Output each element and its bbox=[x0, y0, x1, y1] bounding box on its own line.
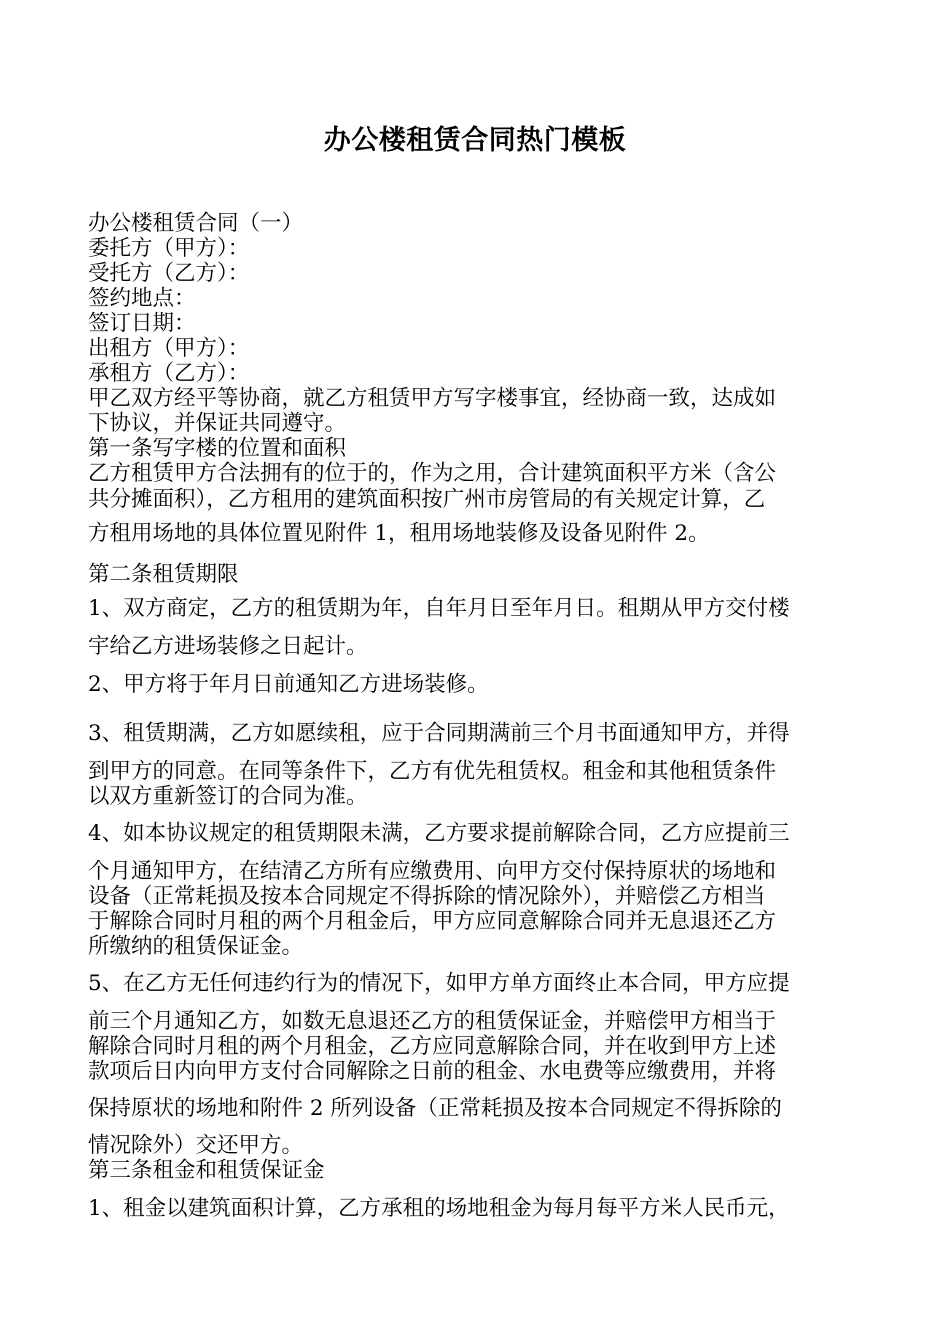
body-line: 共分摊面积），乙方租用的建筑面积按广州市房管局的有关规定计算，乙 bbox=[88, 487, 766, 512]
contract-heading: 办公楼租赁合同（一） bbox=[88, 211, 304, 236]
clause-line: 5、在乙方无任何违约行为的情况下，如甲方单方面终止本合同，甲方应提 bbox=[88, 971, 790, 996]
client-party-field: 委托方（甲方）： bbox=[88, 236, 250, 261]
signing-date-field: 签订日期： bbox=[88, 311, 196, 336]
clause-line: 所缴纳的租赁保证金。 bbox=[88, 934, 304, 959]
lessee-field: 承租方（乙方）： bbox=[88, 361, 250, 386]
document-title: 办公楼租赁合同热门模板 bbox=[323, 125, 627, 156]
article-heading: 第一条写字楼的位置和面积 bbox=[88, 436, 347, 461]
clause-line: 1、租金以建筑面积计算，乙方承租的场地租金为每月每平方米人民币元， bbox=[88, 1196, 790, 1221]
clause-line: 个月通知甲方，在结清乙方所有应缴费用、向甲方交付保持原状的场地和 bbox=[88, 859, 777, 884]
body-line: 乙方租赁甲方合法拥有的位于的，作为之用，合计建筑面积平方米（含公 bbox=[88, 461, 777, 486]
clause-line: 到甲方的同意。在同等条件下，乙方有优先租赁权。租金和其他租赁条件 bbox=[88, 759, 777, 784]
clause-line: 于解除合同时月租的两个月租金后，甲方应同意解除合同并无息退还乙方 bbox=[88, 909, 777, 934]
preamble-line: 下协议，并保证共同遵守。 bbox=[88, 411, 347, 436]
clause-line: 解除合同时月租的两个月租金，乙方应同意解除合同，并在收到甲方上述 bbox=[88, 1034, 777, 1059]
clause-line: 2、甲方将于年月日前通知乙方进场装修。 bbox=[88, 672, 489, 697]
signing-place-field: 签约地点： bbox=[88, 286, 196, 311]
clause-line: 以双方重新签订的合同为准。 bbox=[88, 784, 368, 809]
clause-line: 保持原状的场地和附件 2 所列设备（正常耗损及按本合同规定不得拆除的 bbox=[88, 1096, 782, 1121]
preamble-line: 甲乙双方经平等协商，就乙方租赁甲方写字楼事宜，经协商一致，达成如 bbox=[88, 386, 777, 411]
clause-line: 宇给乙方进场装修之日起计。 bbox=[88, 634, 368, 659]
trustee-party-field: 受托方（乙方）： bbox=[88, 261, 250, 286]
clause-line: 4、如本协议规定的租赁期限未满，乙方要求提前解除合同，乙方应提前三 bbox=[88, 821, 790, 846]
clause-line: 款项后日内向甲方支付合同解除之日前的租金、水电费等应缴费用，并将 bbox=[88, 1059, 777, 1084]
lessor-field: 出租方（甲方）： bbox=[88, 336, 250, 361]
clause-line: 3、租赁期满，乙方如愿续租，应于合同期满前三个月书面通知甲方，并得 bbox=[88, 721, 790, 746]
clause-line: 1、双方商定，乙方的租赁期为年，自年月日至年月日。租期从甲方交付楼 bbox=[88, 596, 790, 621]
article-heading: 第三条租金和租赁保证金 bbox=[88, 1158, 325, 1183]
body-line: 方租用场地的具体位置见附件 1，租用场地装修及设备见附件 2。 bbox=[88, 521, 710, 546]
article-heading: 第二条租赁期限 bbox=[88, 562, 239, 587]
clause-line: 情况除外）交还甲方。 bbox=[88, 1133, 304, 1158]
clause-line: 设备（正常耗损及按本合同规定不得拆除的情况除外），并赔偿乙方相当 bbox=[88, 884, 766, 909]
clause-line: 前三个月通知乙方，如数无息退还乙方的租赁保证金，并赔偿甲方相当于 bbox=[88, 1009, 777, 1034]
